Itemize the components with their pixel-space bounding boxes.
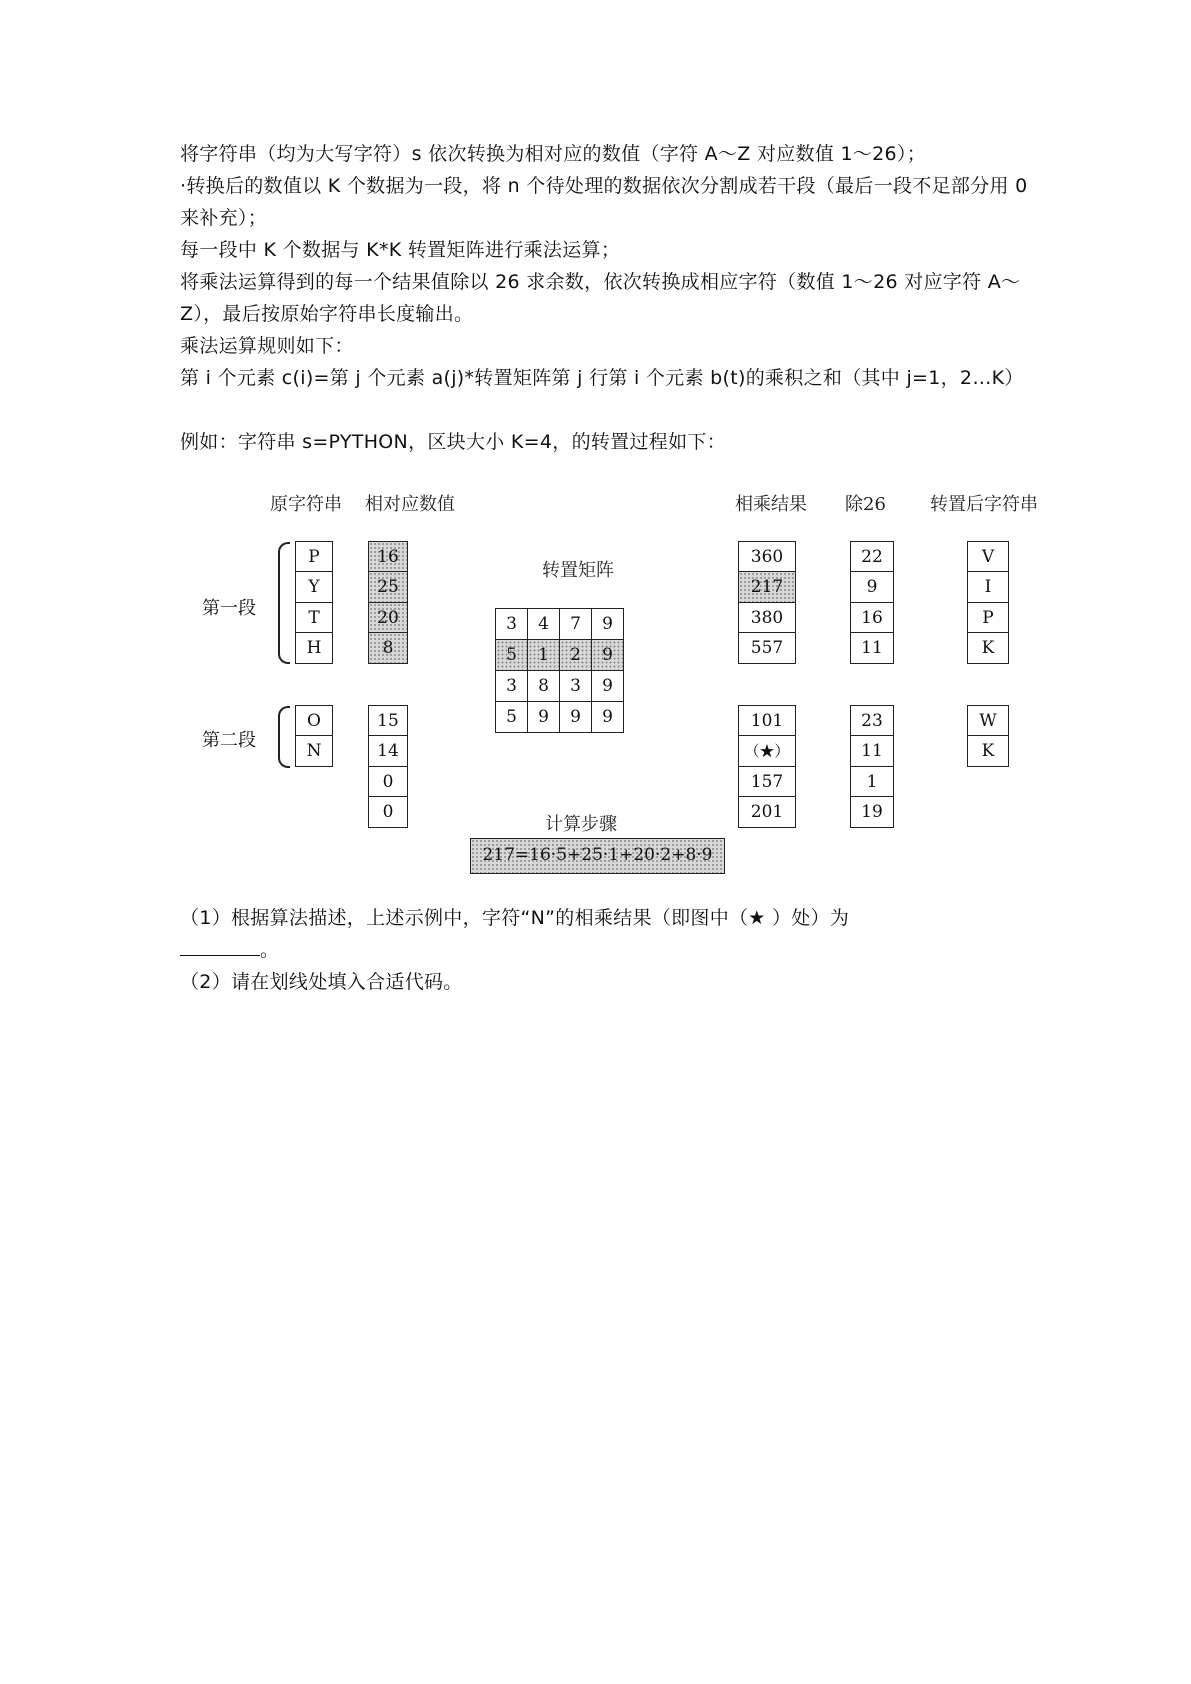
char-cell: P bbox=[295, 541, 333, 573]
mod-cell: 19 bbox=[850, 796, 894, 828]
matrix-row bbox=[496, 640, 624, 671]
paragraph-3: 每一段中 K 个数据与 K*K 转置矩阵进行乘法运算； bbox=[180, 239, 621, 261]
header-product: 相乘结果 bbox=[735, 494, 807, 515]
values-seg1 bbox=[368, 542, 408, 664]
result-cell: K bbox=[967, 632, 1009, 664]
product-cell: 557 bbox=[738, 632, 796, 664]
question-1: （1）根据算法描述，上述示例中，字符“N”的相乘结果（即图中（★ ）处）为 bbox=[180, 907, 850, 929]
results-seg2 bbox=[967, 706, 1009, 767]
matrix-cell: 9 bbox=[592, 702, 624, 733]
mod-cell: 22 bbox=[850, 541, 894, 573]
result-cell: V bbox=[967, 541, 1009, 573]
paragraph-7: 例如：字符串 s=PYTHON，区块大小 K=4，的转置过程如下： bbox=[180, 431, 726, 453]
matrix-row bbox=[496, 702, 624, 733]
char-cell: N bbox=[295, 735, 333, 767]
mods-seg2 bbox=[850, 706, 894, 828]
product-cell: 201 bbox=[738, 796, 796, 828]
brace-segment-1 bbox=[278, 542, 290, 664]
mod-cell: 11 bbox=[850, 632, 894, 664]
answer-blank[interactable] bbox=[180, 937, 260, 956]
char-cell: T bbox=[295, 602, 333, 634]
value-cell: 8 bbox=[368, 632, 408, 664]
mod-cell: 16 bbox=[850, 602, 894, 634]
result-cell: P bbox=[967, 602, 1009, 634]
value-cell: 20 bbox=[368, 602, 408, 634]
header-values: 相对应数值 bbox=[365, 494, 455, 515]
matrix-row bbox=[496, 609, 624, 640]
paragraph-5: 乘法运算规则如下： bbox=[180, 335, 354, 357]
original-chars-seg1 bbox=[295, 542, 333, 664]
matrix-cell: 5 bbox=[496, 640, 528, 671]
results-seg1 bbox=[967, 542, 1009, 664]
product-cell: 380 bbox=[738, 602, 796, 634]
paragraph-4: 将乘法运算得到的每一个结果值除以 26 求余数，依次转换成相应字符（数值 1～26 对应字符 A～Z），最后按原始字符串长度输出。 bbox=[180, 271, 1021, 325]
matrix-cell: 9 bbox=[592, 640, 624, 671]
transposition-matrix bbox=[495, 608, 624, 733]
product-cell: 157 bbox=[738, 766, 796, 798]
steps-title: 计算步骤 bbox=[545, 814, 617, 835]
product-cell: 217 bbox=[738, 571, 796, 603]
matrix-cell: 1 bbox=[528, 640, 560, 671]
result-cell: K bbox=[967, 735, 1009, 767]
steps-formula: 217=16·5+25·1+20·2+8·9 bbox=[470, 838, 725, 874]
matrix-cell: 3 bbox=[496, 671, 528, 702]
matrix-cell: 4 bbox=[528, 609, 560, 640]
matrix-cell: 2 bbox=[560, 640, 592, 671]
value-cell: 25 bbox=[368, 571, 408, 603]
char-cell: Y bbox=[295, 571, 333, 603]
value-cell: 15 bbox=[368, 705, 408, 737]
mod-cell: 1 bbox=[850, 766, 894, 798]
segment-label-2: 第二段 bbox=[202, 730, 256, 751]
matrix-cell: 7 bbox=[560, 609, 592, 640]
matrix-cell: 9 bbox=[560, 702, 592, 733]
value-cell: 14 bbox=[368, 735, 408, 767]
brace-segment-2 bbox=[278, 706, 290, 768]
transposition-figure bbox=[190, 494, 1110, 898]
segment-label-1: 第一段 bbox=[202, 598, 256, 619]
char-cell: H bbox=[295, 632, 333, 664]
products-seg2 bbox=[738, 706, 796, 828]
header-original-string: 原字符串 bbox=[270, 494, 342, 515]
paragraph-1: 将字符串（均为大写字符）s 依次转换为相对应的数值（字符 A～Z 对应数值 1～26）； bbox=[180, 143, 927, 165]
matrix-cell: 9 bbox=[592, 609, 624, 640]
mods-seg1 bbox=[850, 542, 894, 664]
matrix-title: 转置矩阵 bbox=[542, 560, 614, 581]
mod-cell: 23 bbox=[850, 705, 894, 737]
mod-cell: 9 bbox=[850, 571, 894, 603]
char-cell: O bbox=[295, 705, 333, 737]
matrix-cell: 3 bbox=[496, 609, 528, 640]
original-chars-seg2 bbox=[295, 706, 333, 767]
mod-cell: 11 bbox=[850, 735, 894, 767]
value-cell: 16 bbox=[368, 541, 408, 573]
value-cell: 0 bbox=[368, 766, 408, 798]
matrix-cell: 3 bbox=[560, 671, 592, 702]
values-seg2 bbox=[368, 706, 408, 828]
paragraph-6: 第 i 个元素 c(i)=第 j 个元素 a(j)*转置矩阵第 j 行第 i 个元素 b(t)的乘积之和（其中 j=1，2…K） bbox=[180, 367, 1024, 389]
matrix-row bbox=[496, 671, 624, 702]
products-seg1 bbox=[738, 542, 796, 664]
matrix-cell: 9 bbox=[528, 702, 560, 733]
header-result-string: 转置后字符串 bbox=[930, 494, 1038, 515]
product-cell-star: （★） bbox=[738, 735, 796, 767]
matrix-cell: 5 bbox=[496, 702, 528, 733]
result-cell: W bbox=[967, 705, 1009, 737]
question-1-end: 。 bbox=[260, 939, 280, 961]
question-2: （2）请在划线处填入合适代码。 bbox=[180, 971, 463, 993]
product-cell: 360 bbox=[738, 541, 796, 573]
product-cell: 101 bbox=[738, 705, 796, 737]
paragraph-2: ·转换后的数值以 K 个数据为一段，将 n 个待处理的数据依次分割成若干段（最后一段不足部分用 0 来补充）； bbox=[180, 175, 1028, 229]
matrix-cell: 8 bbox=[528, 671, 560, 702]
result-cell: I bbox=[967, 571, 1009, 603]
question-1-blank-line bbox=[180, 934, 1030, 966]
matrix-cell: 9 bbox=[592, 671, 624, 702]
value-cell: 0 bbox=[368, 796, 408, 828]
header-mod26: 除26 bbox=[845, 494, 886, 515]
